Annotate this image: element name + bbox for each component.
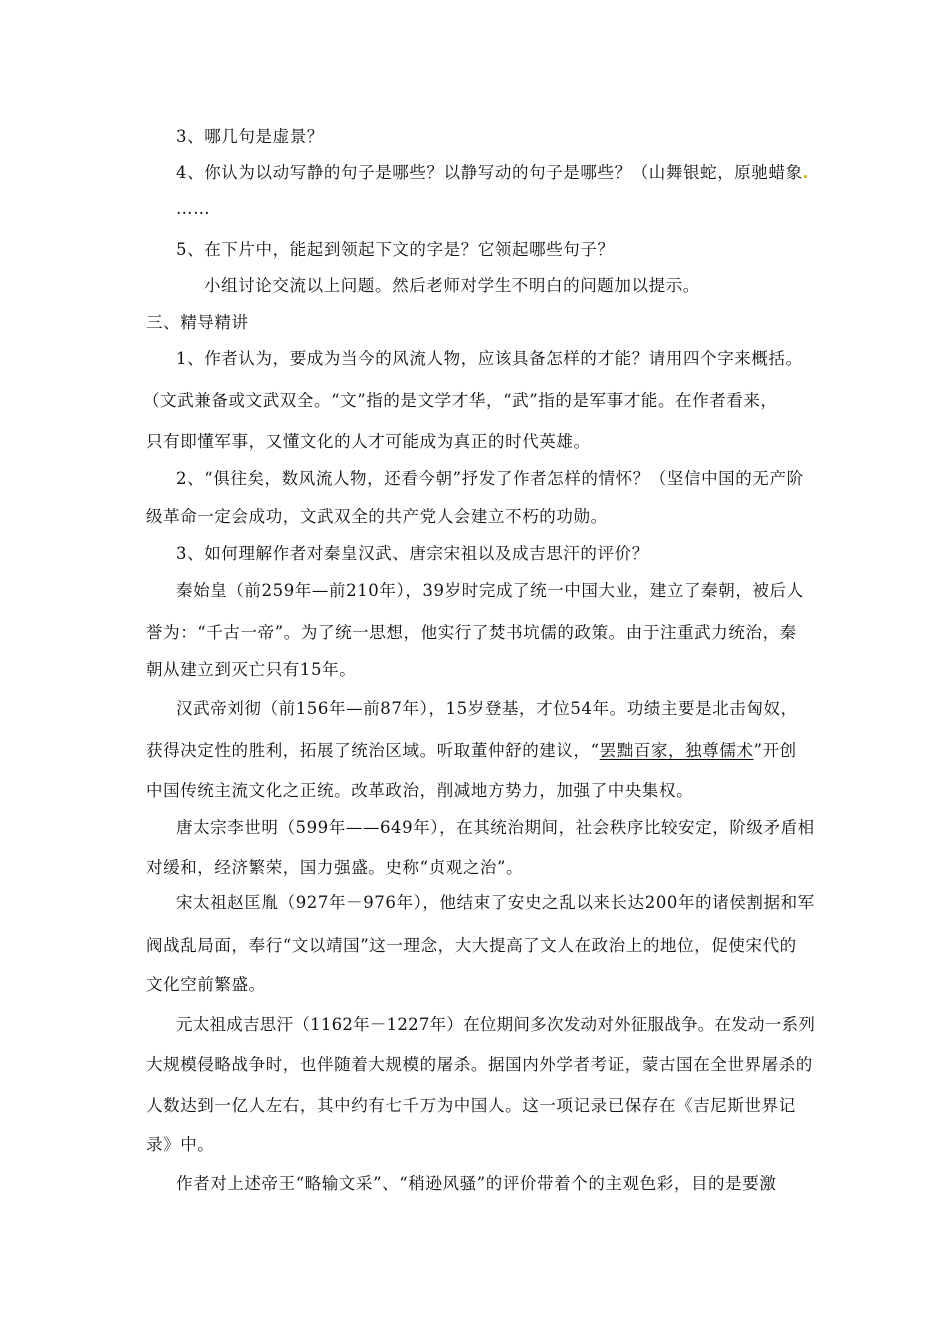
han-line-1: 汉武帝刘彻（前156年—前87年），15岁登基，才位54年。功绩主要是北击匈奴， [176,699,798,718]
yuan-line-1: 元太祖成吉思汗（1162年－1227年）在位期间多次发动对外征服战争。在发动一系列 [176,1015,816,1034]
section-3-heading: 三、精导精讲 [146,313,249,332]
song-line-2: 阀战乱局面，奉行“文以靖国”这一理念，大大提高了文人在政治上的地位，促使宋代的 [146,936,797,955]
yuan-line-4: 录》中。 [146,1135,215,1154]
point-1-line-1: 1、作者认为，要成为当今的风流人物，应该具备怎样的才能？请用四个字来概括。 [176,349,803,368]
qin-line-2: 誉为：“千古一帝”。为了统一思想，他实行了焚书坑儒的政策。由于注重武力统治，秦 [146,623,797,642]
underlined-phrase: 罢黜百家，独尊儒术 [599,741,754,760]
han-line-3: 中国传统主流文化之正统。改革政治，削减地方势力，加强了中央集权。 [146,781,694,800]
question-4-text: 4、你认为以动写静的句子是哪些？以静写动的句子是哪些？（山舞银蛇，原驰蜡象 [176,163,803,182]
qin-line-3: 朝从建立到灭亡只有15年。 [146,660,357,679]
han-line-2-end: ”开创 [753,741,797,760]
han-line-2-start: 获得决定性的胜利，拓展了统治区域。听取董仲舒的建议，“ [146,741,600,760]
point-1-line-2: （文武兼备或文武双全。“文”指的是文学才华，“武”指的是军事才能。在作者看来， [143,391,778,410]
highlight-dot-mark [804,175,807,178]
point-2-line-1: 2、“俱往矣，数风流人物，还看今朝”抒发了作者怎样的情怀？（坚信中国的无产阶 [176,469,804,488]
conclusion-line-1: 作者对上述帝王“略输文采”、“稍逊风骚”的评价带着个的主观色彩，目的是要激 [176,1174,777,1193]
han-line-2 [146,739,797,763]
point-2-line-2: 级革命一定会成功，文武双全的共产党人会建立不朽的功勋。 [146,507,608,526]
song-line-3: 文化空前繁盛。 [146,975,266,994]
tang-line-1: 唐太宗李世明（599年——649年），在其统治期间，社会秩序比较安定，阶级矛盾相 [176,818,815,837]
point-1-line-3: 只有即懂军事，又懂文化的人才可能成为真正的时代英雄。 [146,432,591,451]
yuan-line-2: 大规模侵略战争时，也伴随着大规模的屠杀。据国内外学者考证，蒙古国在全世界屠杀的 [146,1055,813,1074]
tang-line-2: 对缓和，经济繁荣，国力强盛。史称“贞观之治”。 [146,858,524,877]
question-4 [176,161,807,185]
question-4-continuation: …… [176,199,211,218]
question-3: 3、哪几句是虚景？ [176,127,324,146]
discussion-note: 小组讨论交流以上问题。然后老师对学生不明白的问题加以提示。 [204,276,700,295]
question-5: 5、在下片中，能起到领起下文的字是？它领起哪些句子？ [176,240,615,259]
yuan-line-3: 人数达到一亿人左右，其中约有七千万为中国人。这一项记录已保存在《吉尼斯世界记 [146,1096,796,1115]
song-line-1: 宋太祖赵匡胤（927年－976年），他结束了安史之乱以来长达200年的诸侯割据和军 [176,893,815,912]
point-3-line-1: 3、如何理解作者对秦皇汉武、唐宗宋祖以及成吉思汗的评价？ [176,544,649,563]
qin-line-1: 秦始皇（前259年—前210年），39岁时完成了统一中国大业，建立了秦朝，被后人 [176,581,804,600]
